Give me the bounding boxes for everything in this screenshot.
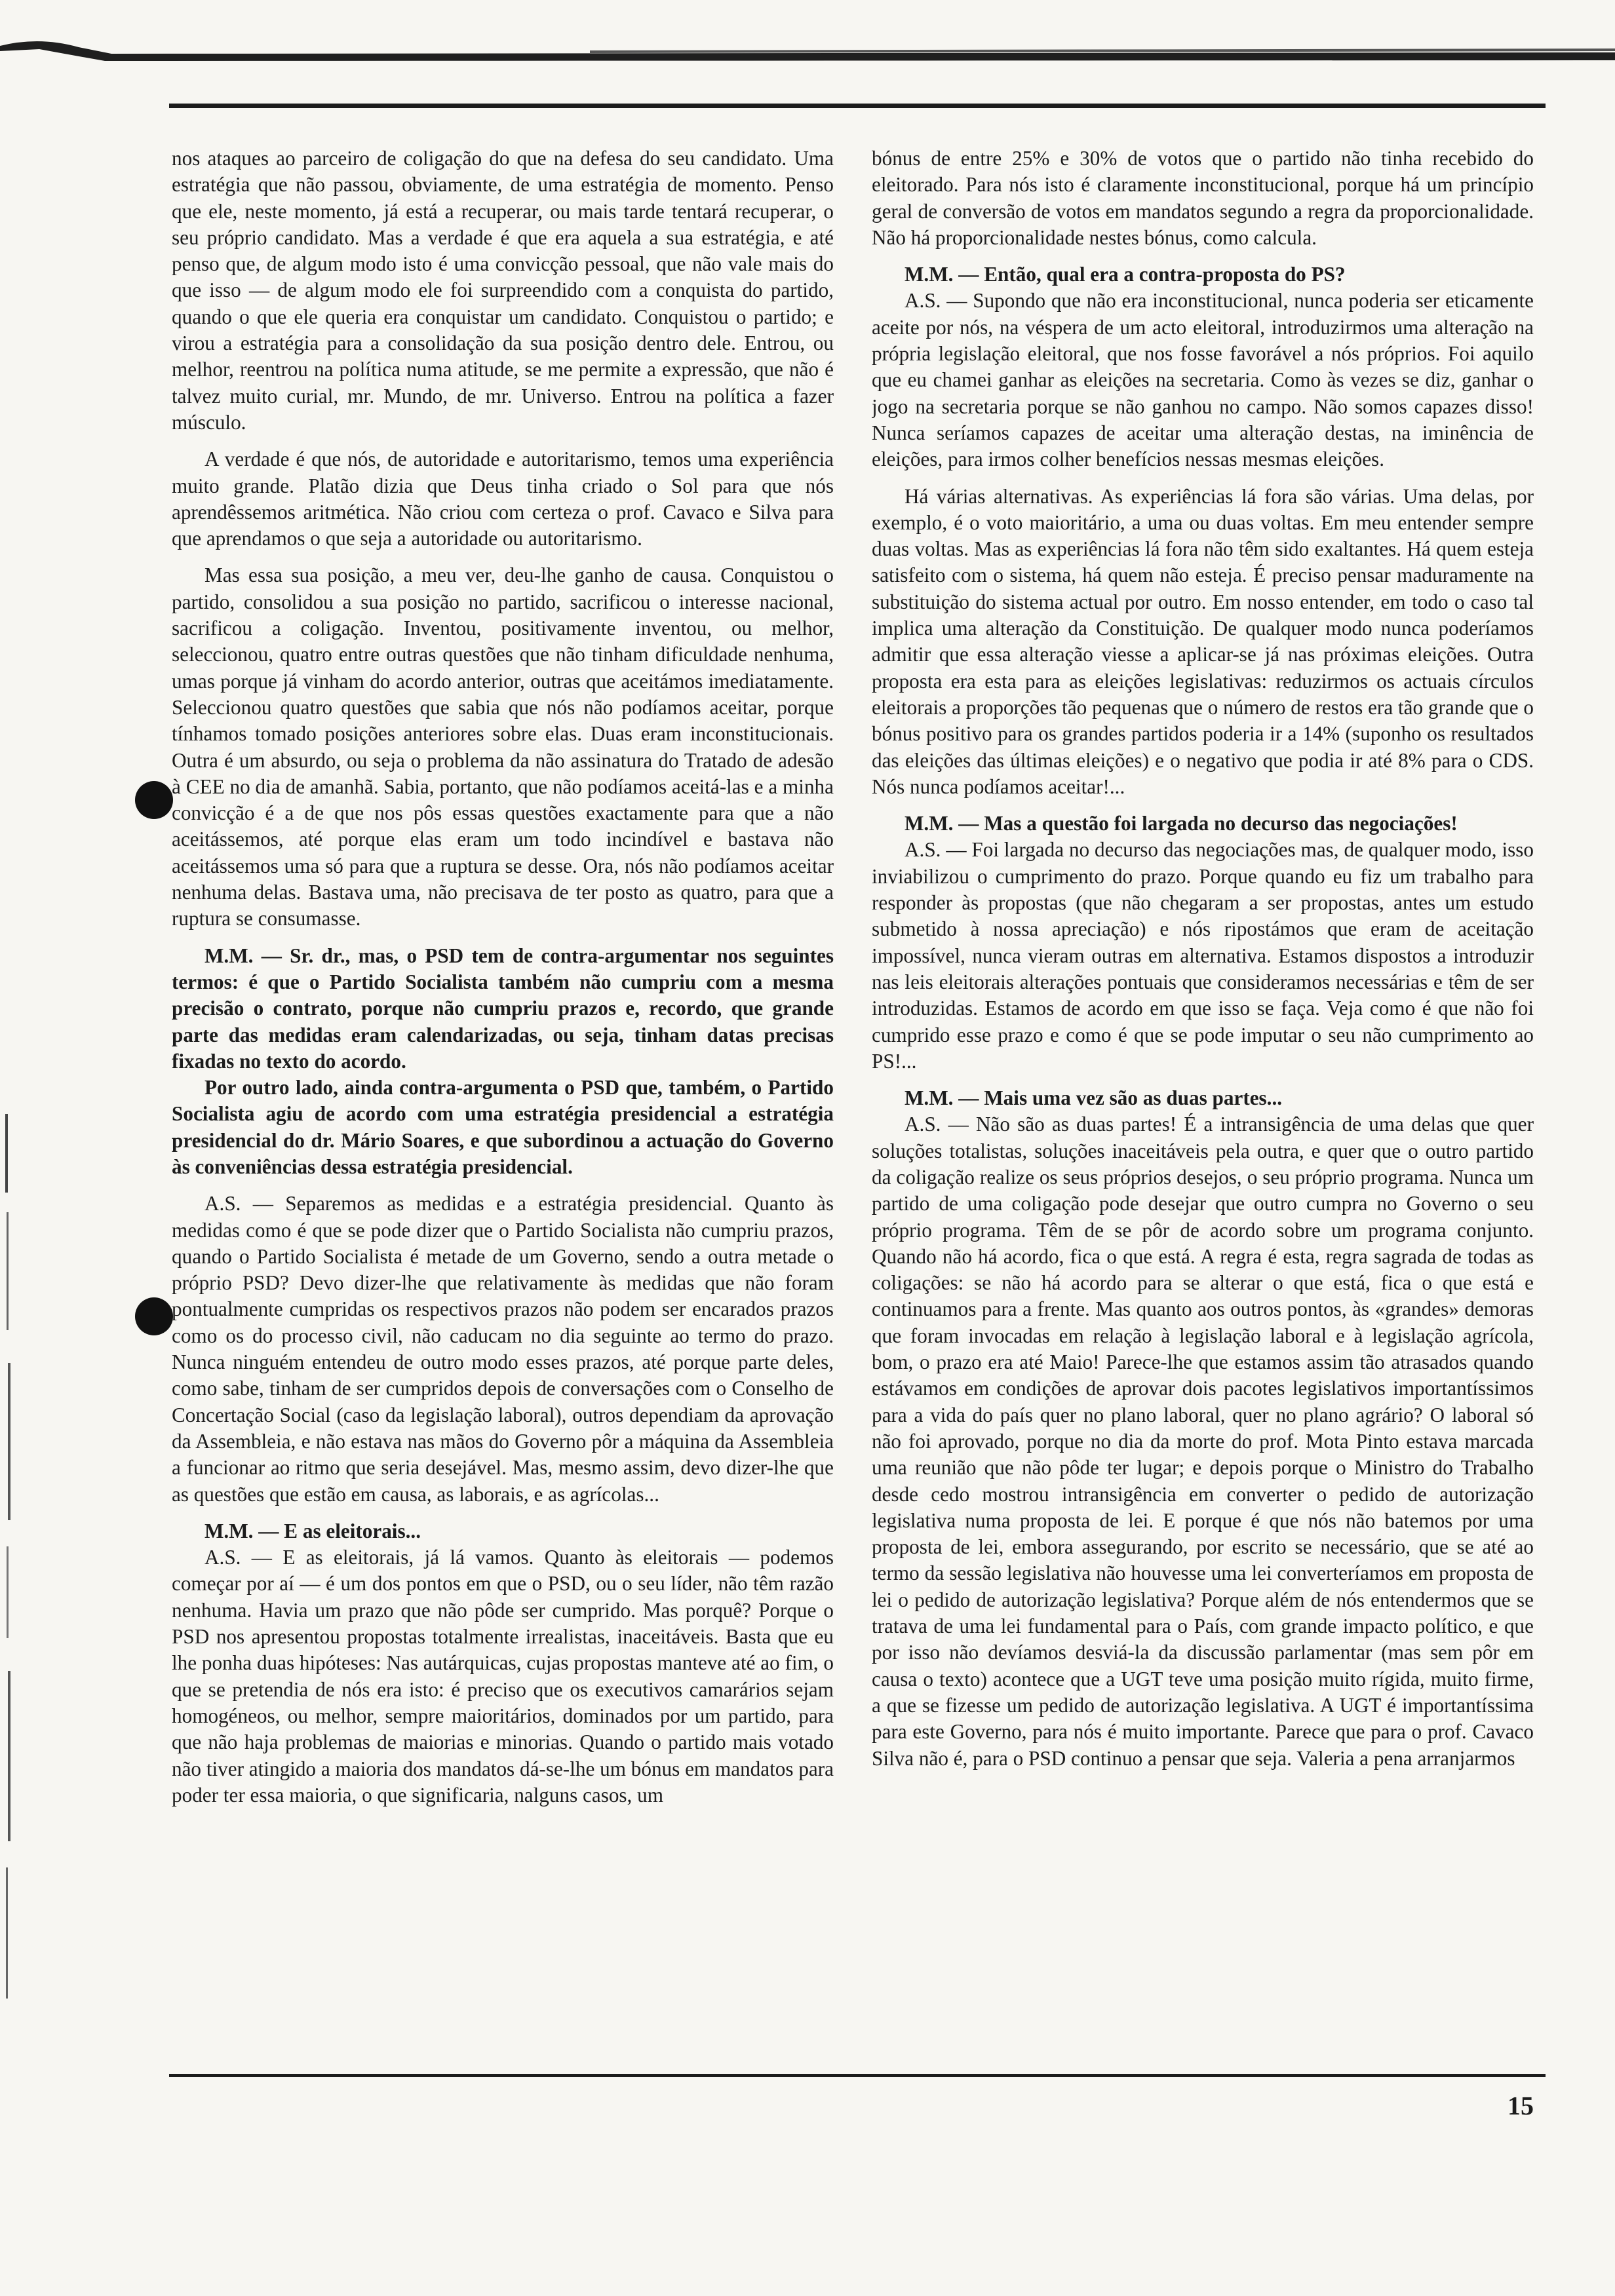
paragraph: Mas essa sua posição, a meu ver, deu-lhe ganho de causa. Conquistou o partido, consolidou a sua posição no partido, sacrificou o interesse nacional, sacrificou a coligação. Inventou, positivamente inventou, ou melhor, seleccionou, quatro entre outras questões que não tinham dificuldade nenhuma, umas porque já vinham do acordo anterior, outras que aceitámos imediatamente. Seleccionou quatro questões que sabia que nós não podíamos aceitar, porque tínhamos tomado posições anteriores sobre elas. Duas eram inconstitucionais. Outra é um absurdo, ou seja o problema da não assinatura do Tratado de adesão à CEE no dia de amanhã. Sabia, portanto, que não podíamos aceitá-las e a minha convicção é a de que nos pôs essas questões exactamente para que a não aceitássemos, até porque elas eram um todo incindível e bastava não aceitássemos uma só para que a ruptura se desse. Ora, nós não podíamos aceitar nenhuma delas. Bastava uma, não precisava de ter posto as quatro, para que a ruptura se consumasse. <box>172 564 834 930</box>
scan-top-edge <box>0 0 1615 92</box>
punch-hole-mark <box>135 781 173 819</box>
interviewer-question: M.M. — Mas a questão foi largada no decurso das negociações! <box>905 812 1458 835</box>
right-column <box>872 145 1534 2059</box>
interviewer-question: Por outro lado, ainda contra-argumenta o PSD que, também, o Partido Socialista agiu de acordo com uma estratégia presidencial a estratégia presidencial do dr. Mário Soares, e que subordinou a actuação do Governo às conveniências dessa estratégia presidencial. <box>172 1076 834 1178</box>
paragraph: Há várias alternativas. As experiências lá fora são várias. Uma delas, por exemplo, é o voto maioritário, a uma ou duas voltas. Em meu entender sempre duas voltas. Mas as experiências lá fora não têm sido exaltantes. Há quem esteja satisfeito com o sistema, há quem não esteja. É preciso pensar maduramente na substituição do sistema actual por outro. Em nosso entender, em todo o caso tal implica uma alteração da Constituição. De qualquer modo nunca poderíamos admitir que essa alteração viesse a aplicar-se já nas próximas eleições. Outra proposta era esta para as eleições legislativas: reduzirmos os actuais círculos eleitorais a proporções tão pequenas que o número de restos era tão grande que o bónus positivo para os grandes partidos poderia ir a 14% (suponho os resultados das eleições das últimas eleições) e o negativo que podia ir até 8% para o CDS. Nós nunca podíamos aceitar!... <box>872 484 1534 798</box>
interviewer-question: M.M. — E as eleitorais... <box>204 1519 421 1542</box>
answer-paragraph: A.S. — Foi largada no decurso das negociações mas, de qualquer modo, isso inviabilizou o cumprimento do prazo. Porque quando eu fiz um trabalho para responder às propostas (que não chegaram a ser propostas, antes um estudo submetido à nossa apreciação) e nós ripostámos que eram de aceitação impossível, nunca vieram outras em alternativa. Estamos dispostos a introduzir nas leis eleitorais alterações pontuais que consideramos necessárias e têm de ser introduzidas. Estamos de acordo em que isso se faça. Veja como é que não foi cumprido esse prazo e como é que se pode imputar o seu não cumprimento ao PS!... <box>872 838 1534 1073</box>
paragraph: bónus de entre 25% e 30% de votos que o partido não tinha recebido do eleitorado. Para nós isto é claramente inconstitucional, porque há um princípio geral de conversão de votos em mandatos segundo a regra da proporcionalidade. Não há proporcionalidade nestes bónus, como calcula. <box>872 147 1534 249</box>
paragraph: nos ataques ao parceiro de coligação do que na defesa do seu candidato. Uma estratégia que não passou, obviamente, de uma estratégia de momento. Penso que ele, neste momento, já está a recuperar, ou mais tarde tentará recuperar, o seu próprio candidato. Mas a verdade é que era aquela a sua estratégia, e até penso que, de algum modo isto é uma convicção pessoal, que não vale mais do que isso — de algum modo ele foi surpreendido com a conquista do partido, quando o que ele queria era conquistar um candidato. Conquistou o partido; e virou a estratégia para a consolidação da sua posição dentro dele. Entrou, ou melhor, reentrou na política numa atitude, se me permite a expressão, que não é talvez muito curial, mr. Mundo, de mr. Universo. Entrou na política a fazer músculo. <box>172 147 834 434</box>
bottom-rule <box>169 2074 1546 2077</box>
interviewer-question: M.M. — Então, qual era a contra-proposta do PS? <box>905 263 1346 286</box>
answer-paragraph: A.S. — E as eleitorais, já lá vamos. Quanto às eleitorais — podemos começar por aí — é um dos pontos em que o PSD, ou o seu líder, não têm razão nenhuma. Havia um prazo que não pôde ser cumprido. Mas porquê? Porque o PSD nos apresentou propostas totalmente irrealistas, inaceitáveis. Basta que eu lhe ponha duas hipóteses: Nas autárquicas, cujas propostas manteve até ao fim, o que se pretendia de nós era isto: é preciso que os executivos camarários sejam homogéneos, ou melhor, sempre maioritários, dominados por um partido, para que não haja problemas de maiorias e minorias. Quando o partido mais votado não tiver atingido a maioria dos mandatos dá-se-lhe um bónus em mandatos para poder ter essa maioria, o que significaria, nalguns casos, um <box>172 1546 834 1807</box>
punch-hole-mark <box>135 1297 173 1335</box>
interviewer-question: M.M. — Sr. dr., mas, o PSD tem de contra-argumentar nos seguintes termos: é que o Partido Socialista também não cumpriu com a mesma precisão o contrato, porque não cumpriu prazos e, recordo, que grande parte das medidas eram calendarizadas, ou seja, tinham datas precisas fixadas no texto do acordo. <box>172 944 834 1073</box>
answer-paragraph: A.S. — Supondo que não era inconstitucional, nunca poderia ser eticamente aceite por nós, na véspera de um acto eleitoral, introduzirmos uma alteração na própria legislação eleitoral, que nos fosse favorável a nós próprios. Foi aquilo que eu chamei ganhar as eleições na secretaria. Como às vezes se diz, ganhar o jogo na secretaria porque se não ganhou no campo. Não somos capazes disso! Nunca seríamos capazes de aceitar uma alteração destas, na iminência de eleições, para irmos colher benefícios nessas mesmas eleições. <box>872 289 1534 471</box>
paragraph: A verdade é que nós, de autoridade e autoritarismo, temos uma experiência muito grande. Platão dizia que Deus tinha criado o Sol para que nós aprendêssemos aritmética. Não criou com certeza o prof. Cavaco e Silva para que aprendamos o que seja a autoridade ou autoritarismo. <box>172 448 834 550</box>
page-number: 15 <box>1508 2091 1534 2120</box>
interviewer-question: M.M. — Mais uma vez são as duas partes... <box>905 1086 1283 1110</box>
answer-paragraph: A.S. — Não são as duas partes! É a intransigência de uma delas que quer soluções totalistas, soluções inaceitáveis pela outra, e quer que o outro partido da coligação realize os seus próprios desejos, o seu próprio programa. Nunca um partido de uma coligação pode desejar que outro cumpra no Governo o seu próprio programa. Têm de se pôr de acordo sobre um programa conjunto. Quando não há acordo, fica o que está. A regra é esta, regra sagrada de todas as coligações: se não há acordo para se alterar o que está, fica o que está e continuamos para a frente. Mas quanto aos outros pontos, às «grandes» demoras que foram invocadas em relação à legislação laboral e à legislação agrícola, bom, o prazo era até Maio! Parece-lhe que estamos assim tão atrasados quando estávamos em condições de aprovar dois pacotes legislativos importantíssimos para a vida do país quer no plano laboral, quer no plano agrário? O laboral só não foi aprovado, porque no dia da morte do prof. Mota Pinto estava marcada uma reunião que não pôde ter lugar; e depois porque o Ministro do Trabalho desde cedo mostrou intransigência em converter o pedido de autorização legislativa numa proposta de lei. E porque é que nós não batemos por uma proposta de lei, embora assegurando, por escrito se necessário, que se até ao termo da sessão legislativa não houvesse uma lei converteríamos em proposta de lei o pedido de autorização legislativa? Porque além de nós entendermos que se tratava de uma lei fundamental para o País, com grande impacto político, e que por isso não devíamos desviá-la da discussão parlamentar (mas sem pôr em causa o texto) acontece que a UGT teve uma posição muito rígida, muito firme, a que se fizesse um pedido de autorização legislativa. A UGT é importantíssima para este Governo, para nós é muito importante. Parece que para o prof. Cavaco Silva não é, para o PSD continuo a pensar que seja. Valeria a pena arranjarmos <box>872 1113 1534 1770</box>
top-rule <box>169 104 1546 108</box>
scan-left-edge-marks <box>0 1048 26 2031</box>
left-column <box>172 145 834 2059</box>
answer-paragraph: A.S. — Separemos as medidas e a estratégia presidencial. Quanto às medidas como é que se pode dizer que o Partido Socialista não cumpriu prazos, quando o Partido Socialista é metade de um Governo, sendo a outra metade o próprio PSD? Devo dizer-lhe que relativamente às medidas que não foram pontualmente cumpridas os respectivos prazos não podem ser encarados prazos como os do processo civil, não caducam no dia seguinte ao termo do prazo. Nunca ninguém entendeu de outro modo esses prazos, até porque parte deles, como sabe, tinham de ser cumpridos depois de conversações com o Conselho de Concertação Social (caso da legislação laboral), outros dependiam da aprovação da Assembleia, e não estava nas mãos do Governo pôr a máquina da Assembleia a funcionar ao ritmo que seria desejável. Mas, mesmo assim, devo dizer-lhe que as questões que estão em causa, as laborais, e as agrícolas... <box>172 1192 834 1506</box>
